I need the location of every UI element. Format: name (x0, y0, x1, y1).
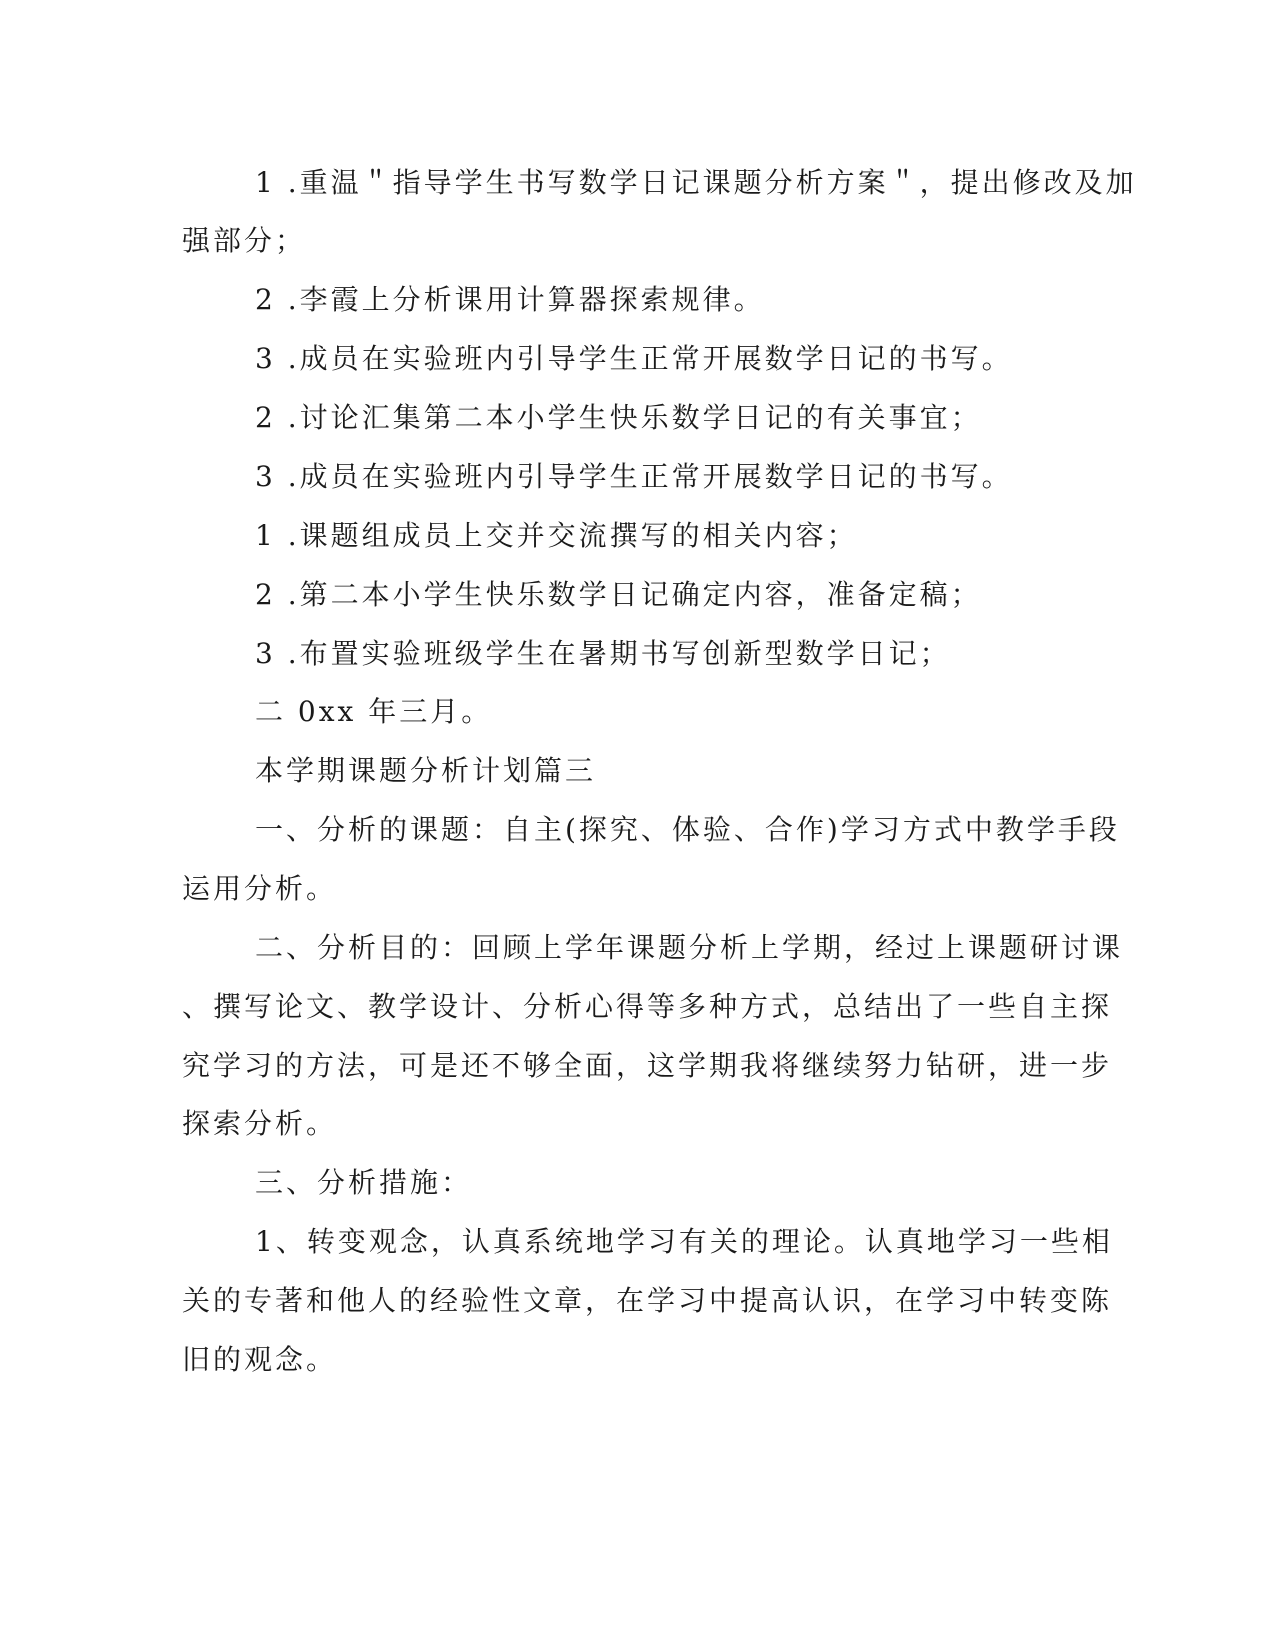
text-line: 探索分析。 (182, 1107, 338, 1140)
text-line: 3 .布置实验班级学生在暑期书写创新型数学日记； (255, 637, 951, 670)
text-line: 1 .重温＂指导学生书写数学日记课题分析方案＂，提出修改及加 (255, 166, 1137, 199)
text-line: 1 .课题组成员上交并交流撰写的相关内容； (255, 519, 858, 552)
text-line: 三、分析措施： (255, 1166, 473, 1199)
text-line: 关的专著和他人的经验性文章，在学习中提高认识，在学习中转变陈 (182, 1284, 1113, 1317)
text-line: 2 .李霞上分析课用计算器探索规律。 (255, 283, 765, 316)
text-line: 二、分析目的：回顾上学年课题分析上学期，经过上课题研讨课 (255, 931, 1124, 964)
text-line: 旧的观念。 (182, 1343, 338, 1376)
text-line: 2 .讨论汇集第二本小学生快乐数学日记的有关事宜； (255, 401, 982, 434)
text-line: 2 .第二本小学生快乐数学日记确定内容，准备定稿； (255, 578, 982, 611)
text-line: 强部分； (182, 224, 307, 257)
text-line: 一、分析的课题：自主(探究、体验、合作)学习方式中教学手段 (255, 813, 1120, 846)
text-line: 究学习的方法，可是还不够全面，这学期我将继续努力钻研，进一步 (182, 1049, 1113, 1082)
text-line: 二 0xx 年三月。 (255, 695, 493, 728)
text-line: 3 .成员在实验班内引导学生正常开展数学日记的书写。 (255, 460, 1013, 493)
text-line: 、撰写论文、教学设计、分析心得等多种方式，总结出了一些自主探 (182, 990, 1113, 1023)
text-line: 运用分析。 (182, 872, 338, 905)
section-heading: 本学期课题分析计划篇三 (255, 754, 597, 787)
text-line: 1、转变观念，认真系统地学习有关的理论。认真地学习一些相 (255, 1225, 1113, 1258)
text-line: 3 .成员在实验班内引导学生正常开展数学日记的书写。 (255, 342, 1013, 375)
